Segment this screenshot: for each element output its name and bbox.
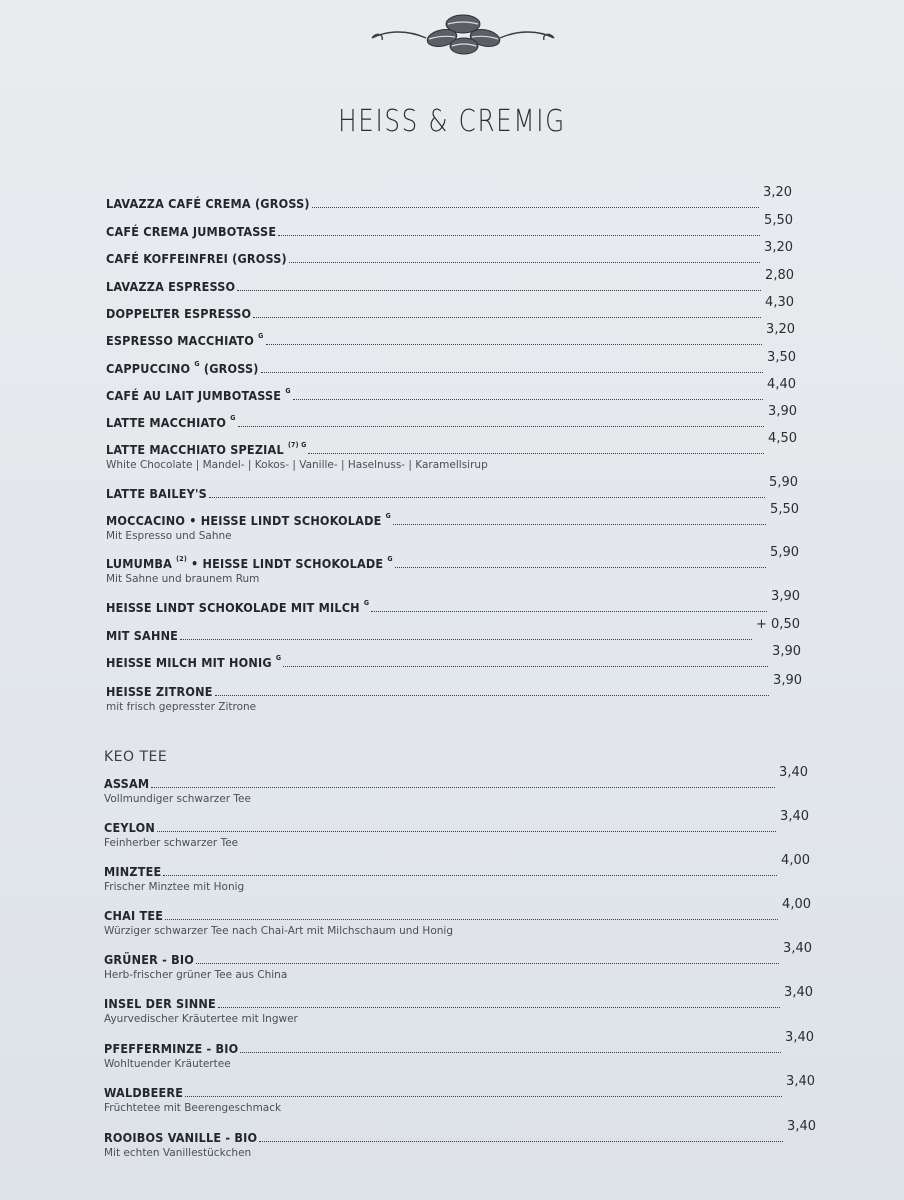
- item-price: 3,40: [784, 985, 813, 1000]
- item-name: [104, 1085, 183, 1100]
- item-footnote: G: [275, 653, 282, 662]
- dotted-leader: [283, 666, 768, 667]
- menu-item: [104, 809, 809, 849]
- menu-item: [106, 268, 794, 301]
- item-description: Frischer Minztee mit Honig: [104, 881, 245, 893]
- dotted-leader: [163, 875, 777, 876]
- item-name-suffix: (GROSS): [203, 361, 259, 376]
- dotted-leader: [289, 262, 760, 263]
- item-price: 5,90: [770, 545, 799, 560]
- item-description: mit frisch gepresster Zitrone: [106, 701, 257, 713]
- item-name: [106, 306, 251, 321]
- item-description: Wohltuender Kräutertee: [104, 1058, 231, 1070]
- item-name: [106, 361, 259, 376]
- dotted-leader: [253, 317, 761, 318]
- item-name-text: HEISSE MILCH MIT HONIG: [106, 655, 272, 670]
- item-price: 3,40: [779, 765, 808, 780]
- item-description: Ayurvedischer Kräutertee mit Ingwer: [104, 1013, 298, 1025]
- page-title: HEISS & CREMIG: [338, 104, 566, 139]
- dotted-leader: [266, 344, 763, 345]
- item-name-text: CAFÉ KOFFEINFREI (GROSS): [106, 251, 287, 266]
- item-price: 3,20: [766, 322, 795, 337]
- item-name-text: LAVAZZA CAFÉ CREMA (GROSS): [106, 196, 310, 211]
- item-name: [106, 251, 287, 266]
- item-price: 4,00: [782, 897, 811, 912]
- dotted-leader: [185, 1096, 782, 1097]
- item-name-text: HEISSE LINDT SCHOKOLADE MIT MILCH: [106, 600, 360, 615]
- dotted-leader: [180, 639, 752, 640]
- item-description: Feinherber schwarzer Tee: [104, 837, 239, 849]
- dotted-leader: [237, 290, 761, 291]
- item-name: [104, 996, 216, 1011]
- item-footnote: (2): [176, 554, 187, 563]
- item-name-suffix: • HEISSE LINDT SCHOKOLADE: [191, 556, 384, 571]
- dotted-leader: [312, 207, 759, 208]
- item-price: 3,20: [764, 240, 793, 255]
- item-price: 3,40: [780, 809, 809, 824]
- dotted-leader: [215, 695, 769, 696]
- item-name-text: MINZTEE: [104, 864, 162, 879]
- item-price: 3,90: [772, 644, 801, 659]
- item-price: 4,30: [765, 295, 794, 310]
- item-name: [106, 684, 213, 699]
- dotted-leader: [157, 831, 776, 832]
- item-price: 3,40: [783, 941, 812, 956]
- item-footnote: (7) G: [287, 440, 307, 449]
- item-price: 3,40: [786, 1074, 815, 1089]
- item-name: [106, 415, 236, 430]
- item-name: [106, 513, 391, 528]
- dotted-leader: [165, 919, 778, 920]
- item-price: 4,40: [767, 377, 796, 392]
- dotted-leader: [393, 524, 766, 525]
- dotted-leader: [395, 567, 766, 568]
- dotted-leader: [293, 399, 763, 400]
- menu-item: [104, 1119, 816, 1159]
- menu-item: [106, 617, 800, 650]
- dotted-leader: [308, 453, 764, 454]
- item-name-text: LATTE BAILEY'S: [106, 486, 207, 501]
- item-description: Mit Sahne und braunem Rum: [106, 573, 260, 585]
- item-name-text: ESPRESSO MACCHIATO: [106, 333, 255, 348]
- item-footnote: G: [230, 413, 236, 422]
- menu-item: [106, 322, 795, 355]
- item-price: 4,50: [768, 431, 797, 446]
- item-description: Würziger schwarzer Tee nach Chai-Art mit Milchschaum und Honig: [104, 925, 453, 937]
- item-name-text: LATTE MACCHIATO SPEZIAL: [106, 442, 284, 457]
- menu-item: [106, 475, 798, 508]
- coffee-beans-ornament-icon: [368, 8, 558, 60]
- item-name: [106, 388, 291, 403]
- item-name: [106, 196, 310, 211]
- menu-item: [106, 213, 793, 246]
- menu-item: [106, 673, 802, 713]
- item-name-text: CAPPUCCINO: [106, 361, 191, 376]
- menu-item: [106, 545, 799, 585]
- item-price: 3,20: [763, 185, 792, 200]
- menu-item: [104, 1030, 814, 1070]
- dotted-leader: [278, 235, 760, 236]
- dotted-leader: [240, 1052, 781, 1053]
- item-name: [104, 908, 163, 923]
- item-price: + 0,50: [756, 617, 800, 632]
- item-name: [104, 820, 155, 835]
- item-name-text: CAFÉ CREMA JUMBOTASSE: [106, 224, 277, 239]
- item-name-text: WALDBEERE: [104, 1085, 184, 1100]
- item-footnote: G: [385, 511, 391, 520]
- item-name-text: DOPPELTER ESPRESSO: [106, 306, 252, 321]
- item-description: Vollmundiger schwarzer Tee: [104, 793, 251, 805]
- item-description: Mit echten Vanillestückchen: [104, 1147, 252, 1159]
- item-name-text: LATTE MACCHIATO: [106, 415, 227, 430]
- item-footnote: G: [363, 598, 370, 607]
- dotted-leader: [196, 963, 779, 964]
- dotted-leader: [209, 497, 765, 498]
- item-price: 2,80: [765, 268, 794, 283]
- item-price: 3,50: [767, 350, 796, 365]
- item-name: [104, 952, 194, 967]
- item-name-text: CEYLON: [104, 820, 155, 835]
- dotted-leader: [259, 1141, 783, 1142]
- item-name: [104, 864, 161, 879]
- item-footnote: G: [194, 359, 200, 368]
- item-price: 5,90: [769, 475, 798, 490]
- item-name-text: CAFÉ AU LAIT JUMBOTASSE: [106, 388, 282, 403]
- menu-item: [106, 185, 792, 218]
- item-name: [106, 442, 306, 457]
- menu-item: [104, 985, 813, 1025]
- item-name: [104, 776, 149, 791]
- item-price: 3,40: [785, 1030, 814, 1045]
- item-name-text: ROOIBOS VANILLE - BIO: [104, 1130, 258, 1145]
- menu-item: [106, 431, 797, 471]
- item-name-text: HEISSE ZITRONE: [106, 684, 213, 699]
- menu-item: [106, 350, 796, 383]
- section-heading-tea: KEO TEE: [104, 749, 168, 765]
- menu-item: [104, 897, 811, 937]
- item-name-text: MIT SAHNE: [106, 628, 179, 643]
- item-description: White Chocolate | Mandel- | Kokos- | Vanille- | Haselnuss- | Karamellsirup: [106, 459, 488, 471]
- item-name-text: INSEL DER SINNE: [104, 996, 216, 1011]
- item-name-text: LAVAZZA ESPRESSO: [106, 279, 236, 294]
- item-name: [106, 224, 276, 239]
- menu-item: [106, 404, 797, 437]
- item-description: Herb-frischer grüner Tee aus China: [104, 969, 288, 981]
- dotted-leader: [151, 787, 775, 788]
- item-name: [104, 1130, 257, 1145]
- menu-item: [106, 295, 794, 328]
- item-name: [106, 628, 178, 643]
- item-description: Früchtetee mit Beerengeschmack: [104, 1102, 282, 1114]
- item-name: [106, 486, 207, 501]
- item-price: 3,40: [787, 1119, 816, 1134]
- item-price: 4,00: [781, 853, 810, 868]
- menu-item: [104, 941, 812, 981]
- item-name-text: PFEFFERMINZE - BIO: [104, 1041, 239, 1056]
- item-footnote: G: [258, 331, 264, 340]
- menu-item: [104, 765, 808, 805]
- dotted-leader: [371, 611, 767, 612]
- item-name: [106, 600, 369, 615]
- item-price: 5,50: [770, 502, 799, 517]
- menu-item: [106, 644, 801, 677]
- item-price: 3,90: [768, 404, 797, 419]
- menu-item: [104, 853, 810, 893]
- item-name-text: ASSAM: [104, 776, 150, 791]
- menu-item: [106, 589, 800, 622]
- item-name: [106, 556, 393, 571]
- dotted-leader: [238, 426, 764, 427]
- dotted-leader: [218, 1007, 780, 1008]
- item-footnote: G: [285, 386, 291, 395]
- item-name-text: CHAI TEE: [104, 908, 164, 923]
- menu-item: [104, 1074, 815, 1114]
- item-footnote: G: [387, 554, 393, 563]
- menu-item: [106, 502, 799, 542]
- menu-item: [106, 240, 793, 273]
- item-name: [106, 655, 281, 670]
- item-price: 5,50: [764, 213, 793, 228]
- item-name-text: LUMUMBA: [106, 556, 173, 571]
- dotted-leader: [261, 372, 763, 373]
- item-price: 3,90: [773, 673, 802, 688]
- item-name-text: GRÜNER - BIO: [104, 952, 194, 967]
- menu-item: [106, 377, 796, 410]
- item-name: [106, 333, 264, 348]
- item-name-text: MOCCACINO • HEISSE LINDT SCHOKOLADE: [106, 513, 382, 528]
- item-description: Mit Espresso und Sahne: [106, 530, 232, 542]
- item-name: [104, 1041, 238, 1056]
- item-price: 3,90: [771, 589, 800, 604]
- item-name: [106, 279, 235, 294]
